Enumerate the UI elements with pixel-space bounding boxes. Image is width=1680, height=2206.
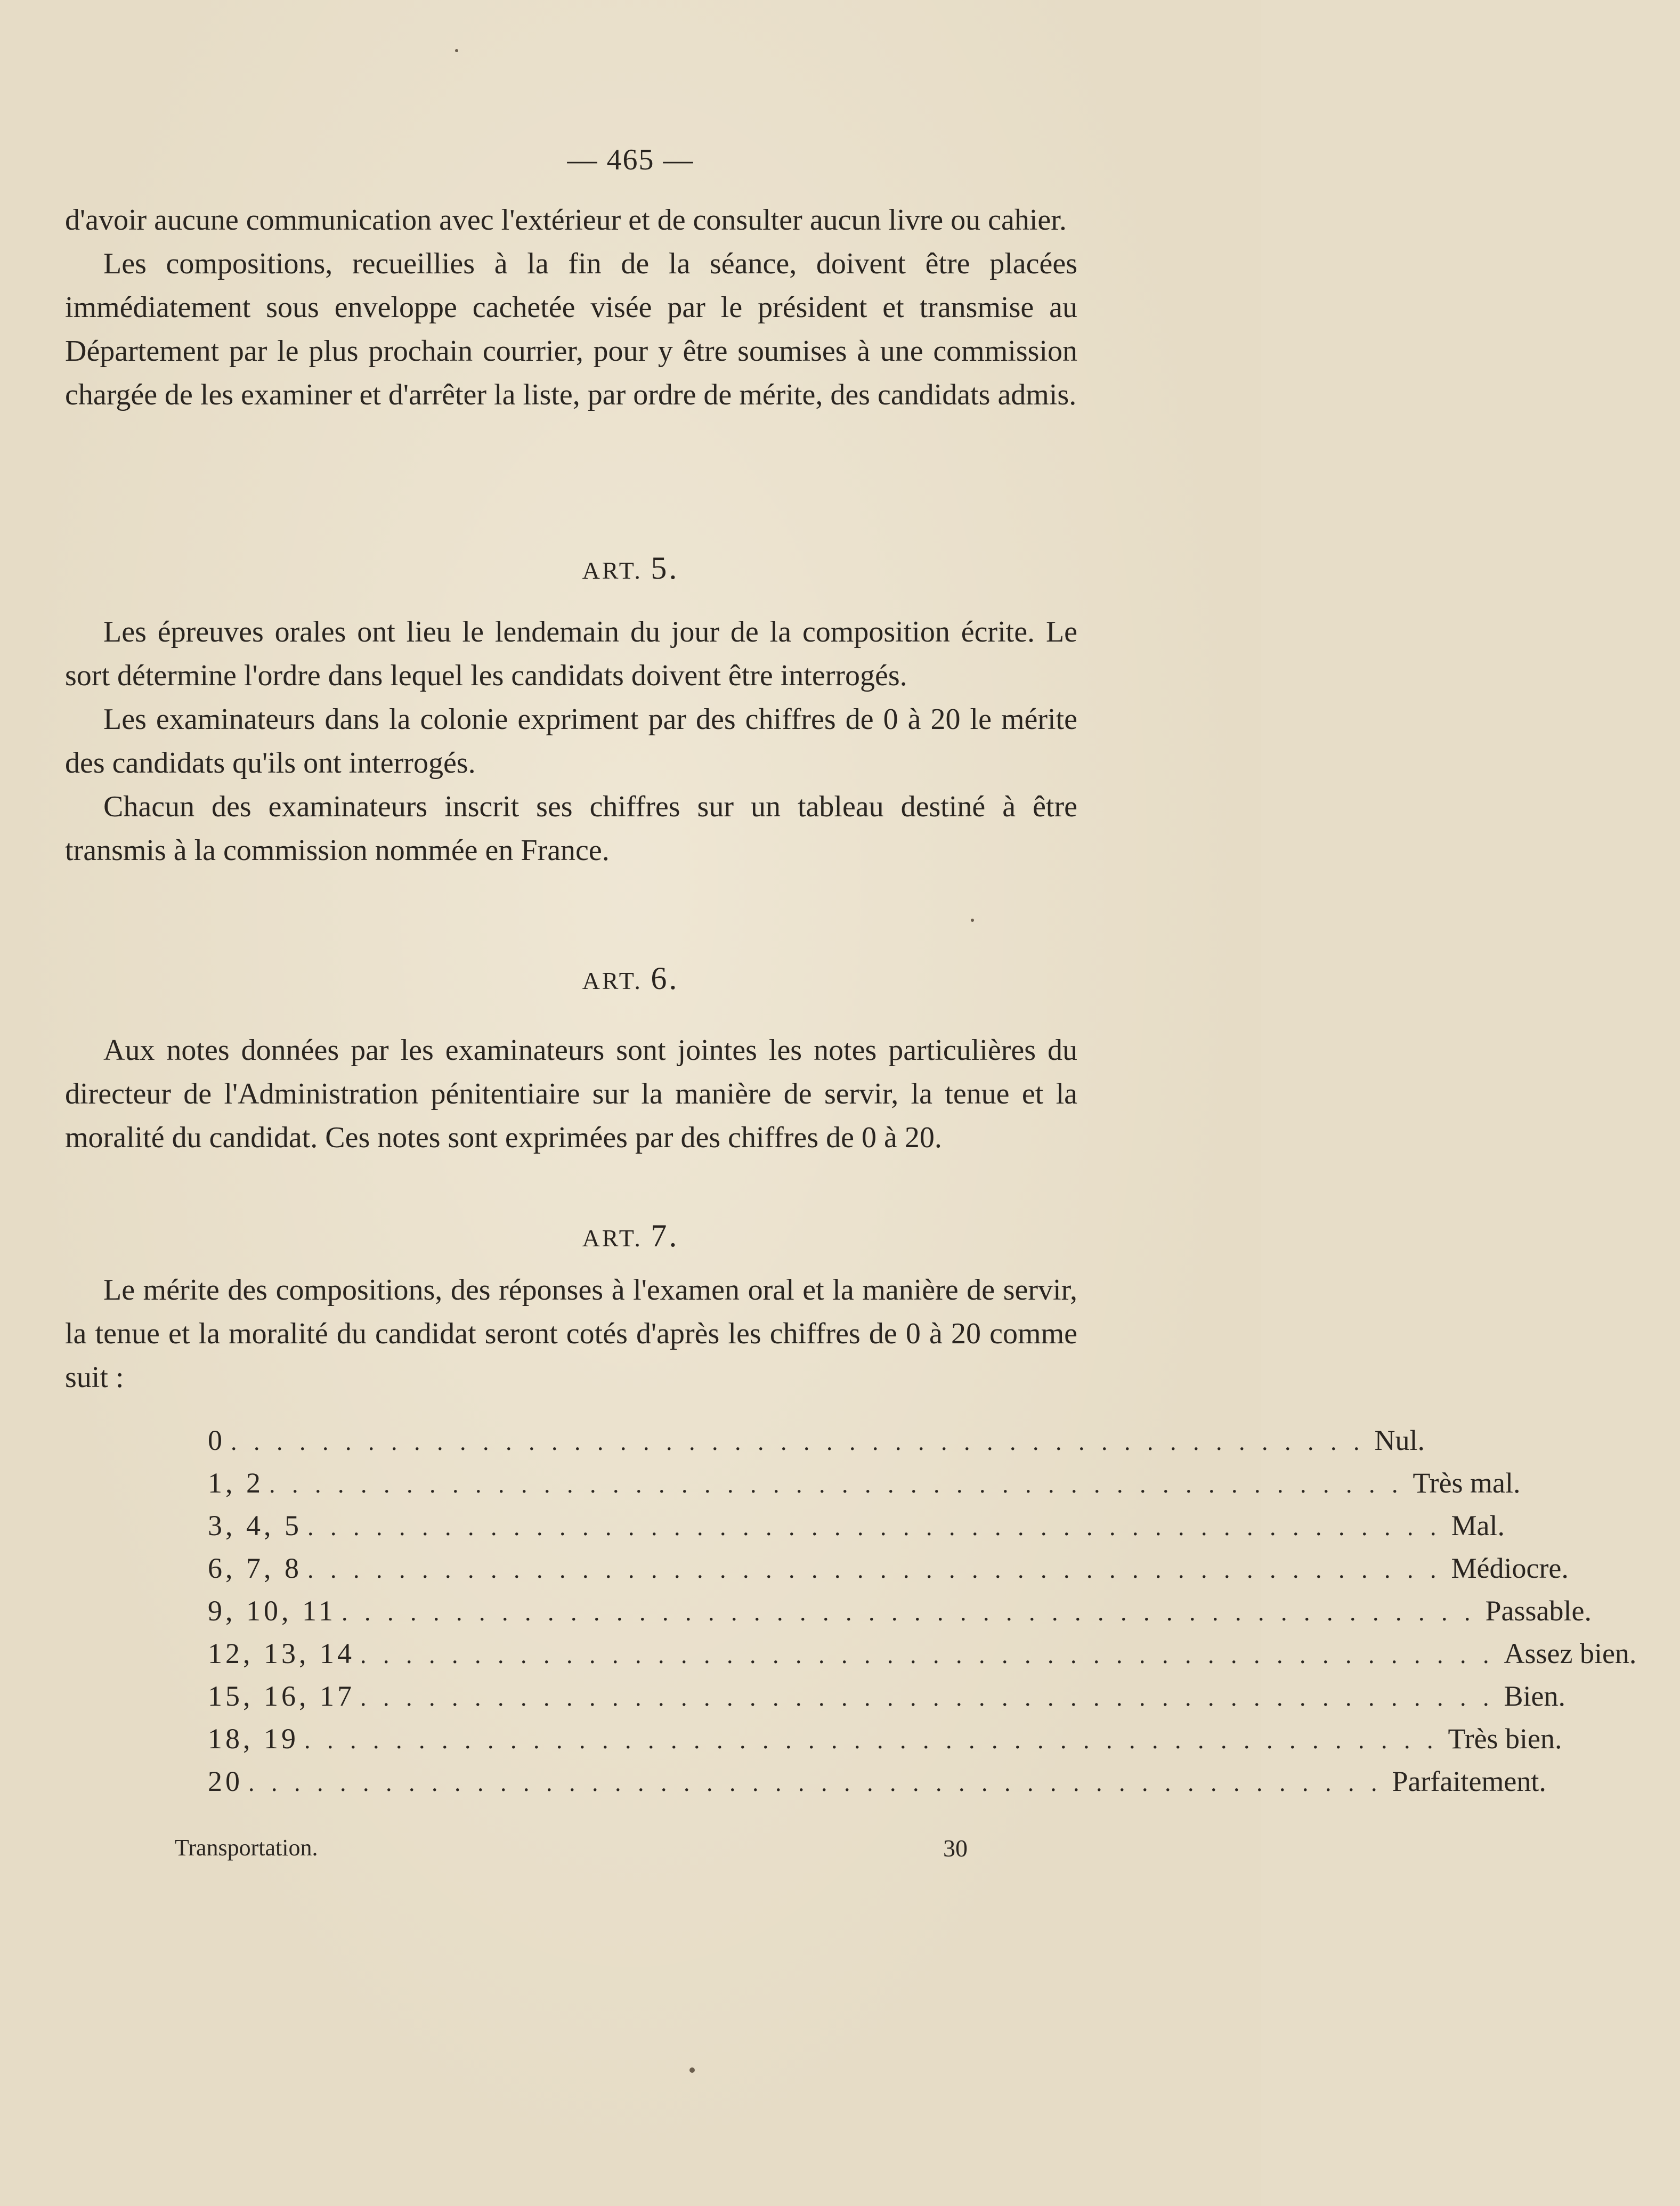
leader-dots: . . . . . . . . . . . . . . . . . . . . . . . . . . . . . . . . . . . . . . . . . . . . . . . . . . bbox=[248, 1769, 1383, 1796]
scale-row bbox=[208, 1552, 1569, 1594]
footer-sheet-number: 30 bbox=[943, 1835, 968, 1862]
paragraph: Aux notes données par les examinateurs sont jointes les notes particulières du directeur de l'Administration pénitentiaire sur la manière de servir, la tenue et la moralité du candidat. Ces notes sont exprimées par des chiffres de 0 à 20. bbox=[65, 1034, 1077, 1154]
scale-label: Bien. bbox=[1504, 1680, 1565, 1712]
scale-row bbox=[208, 1722, 1562, 1765]
scale-label: Très bien. bbox=[1448, 1723, 1562, 1755]
section-art7 bbox=[65, 1268, 1077, 1399]
article-number: 6. bbox=[651, 961, 679, 996]
scale-row bbox=[208, 1680, 1565, 1722]
paragraph: d'avoir aucune communication avec l'extérieur et de consulter aucun livre ou cahier. bbox=[65, 204, 1067, 237]
scale-values: 0 bbox=[208, 1424, 225, 1456]
article-number: 7. bbox=[651, 1218, 679, 1253]
article-number: 5. bbox=[651, 550, 679, 586]
leader-dots: . . . . . . . . . . . . . . . . . . . . . . . . . . . . . . . . . . . . . . . . . . . . . . . . . . bbox=[307, 1513, 1442, 1540]
scale-row bbox=[208, 1509, 1505, 1552]
scale-label: Parfaitement. bbox=[1392, 1765, 1546, 1797]
article-prefix: ART. bbox=[582, 967, 643, 994]
paragraph: Les compositions, recueillies à la fin de la séance, doivent être placées immédiatement sous enveloppe cachetée visée par le président et transmise au Département par le plus prochain courrier, pour y être soumises à une commission chargée de les examiner et d'arrêter la liste, par ordre de mérite, des candidats admis. bbox=[65, 247, 1077, 411]
section-art6 bbox=[65, 1028, 1077, 1159]
paragraph: Les examinateurs dans la colonie expriment par des chiffres de 0 à 20 le mérite des candidats qu'ils ont interrogés. bbox=[65, 703, 1077, 780]
article-prefix: ART. bbox=[582, 1224, 643, 1252]
article-prefix: ART. bbox=[582, 557, 643, 584]
scale-row bbox=[208, 1637, 1637, 1680]
paper-speck bbox=[689, 2067, 695, 2073]
paragraph: Les épreuves orales ont lieu le lendemain du jour de la composition écrite. Le sort détermine l'ordre dans lequel les candidats doivent être interrogés. bbox=[65, 615, 1077, 692]
leader-dots: . . . . . . . . . . . . . . . . . . . . . . . . . . . . . . . . . . . . . . . . . . . . . . . . . . bbox=[360, 1641, 1495, 1668]
scale-values: 1, 2 bbox=[208, 1467, 264, 1499]
scale-label: Mal. bbox=[1451, 1510, 1505, 1542]
scale-row bbox=[208, 1466, 1521, 1509]
scale-values: 9, 10, 11 bbox=[208, 1595, 336, 1627]
leader-dots: . . . . . . . . . . . . . . . . . . . . . . . . . . . . . . . . . . . . . . . . . . . . . . . . . . bbox=[307, 1556, 1442, 1583]
grading-scale bbox=[208, 1424, 1637, 1807]
scale-values: 6, 7, 8 bbox=[208, 1552, 302, 1584]
page-number: — 465 — bbox=[567, 143, 694, 176]
scale-label: Très mal. bbox=[1413, 1467, 1521, 1499]
leader-dots: . . . . . . . . . . . . . . . . . . . . . . . . . . . . . . . . . . . . . . . . . . . . . . . . . . bbox=[360, 1684, 1495, 1711]
scale-row bbox=[208, 1765, 1546, 1807]
scale-row bbox=[208, 1594, 1592, 1637]
scale-values: 18, 19 bbox=[208, 1723, 299, 1755]
paper-speck bbox=[971, 919, 974, 922]
leader-dots: . . . . . . . . . . . . . . . . . . . . . . . . . . . . . . . . . . . . . . . . . . . . . . . . . . bbox=[231, 1428, 1365, 1455]
article-heading-7 bbox=[0, 1218, 1261, 1254]
scale-label: Nul. bbox=[1374, 1424, 1425, 1456]
scale-values: 15, 16, 17 bbox=[208, 1680, 355, 1712]
section-art5 bbox=[65, 610, 1077, 872]
article-heading-6 bbox=[0, 960, 1261, 997]
scale-label: Assez bien. bbox=[1504, 1637, 1637, 1669]
paper-speck bbox=[455, 49, 458, 52]
scale-row bbox=[208, 1424, 1425, 1466]
scale-values: 12, 13, 14 bbox=[208, 1637, 355, 1669]
paragraph: Le mérite des compositions, des réponses à l'examen oral et la manière de servir, la tenue et la moralité du candidat seront cotés d'après les chiffres de 0 à 20 comme suit : bbox=[65, 1274, 1077, 1394]
footer-signature: Transportation. bbox=[175, 1835, 318, 1861]
scale-label: Passable. bbox=[1485, 1595, 1592, 1627]
paragraph: Chacun des examinateurs inscrit ses chiffres sur un tableau destiné à être transmis à la commission nommée en France. bbox=[65, 790, 1077, 867]
leader-dots: . . . . . . . . . . . . . . . . . . . . . . . . . . . . . . . . . . . . . . . . . . . . . . . . . . bbox=[304, 1726, 1439, 1754]
section-intro bbox=[65, 198, 1077, 417]
leader-dots: . . . . . . . . . . . . . . . . . . . . . . . . . . . . . . . . . . . . . . . . . . . . . . . . . . bbox=[269, 1471, 1403, 1498]
scale-values: 20 bbox=[208, 1765, 243, 1797]
scale-values: 3, 4, 5 bbox=[208, 1510, 302, 1542]
scale-label: Médiocre. bbox=[1451, 1552, 1569, 1584]
article-heading-5 bbox=[0, 550, 1261, 587]
leader-dots: . . . . . . . . . . . . . . . . . . . . . . . . . . . . . . . . . . . . . . . . . . . . . . . . . . bbox=[342, 1599, 1476, 1626]
